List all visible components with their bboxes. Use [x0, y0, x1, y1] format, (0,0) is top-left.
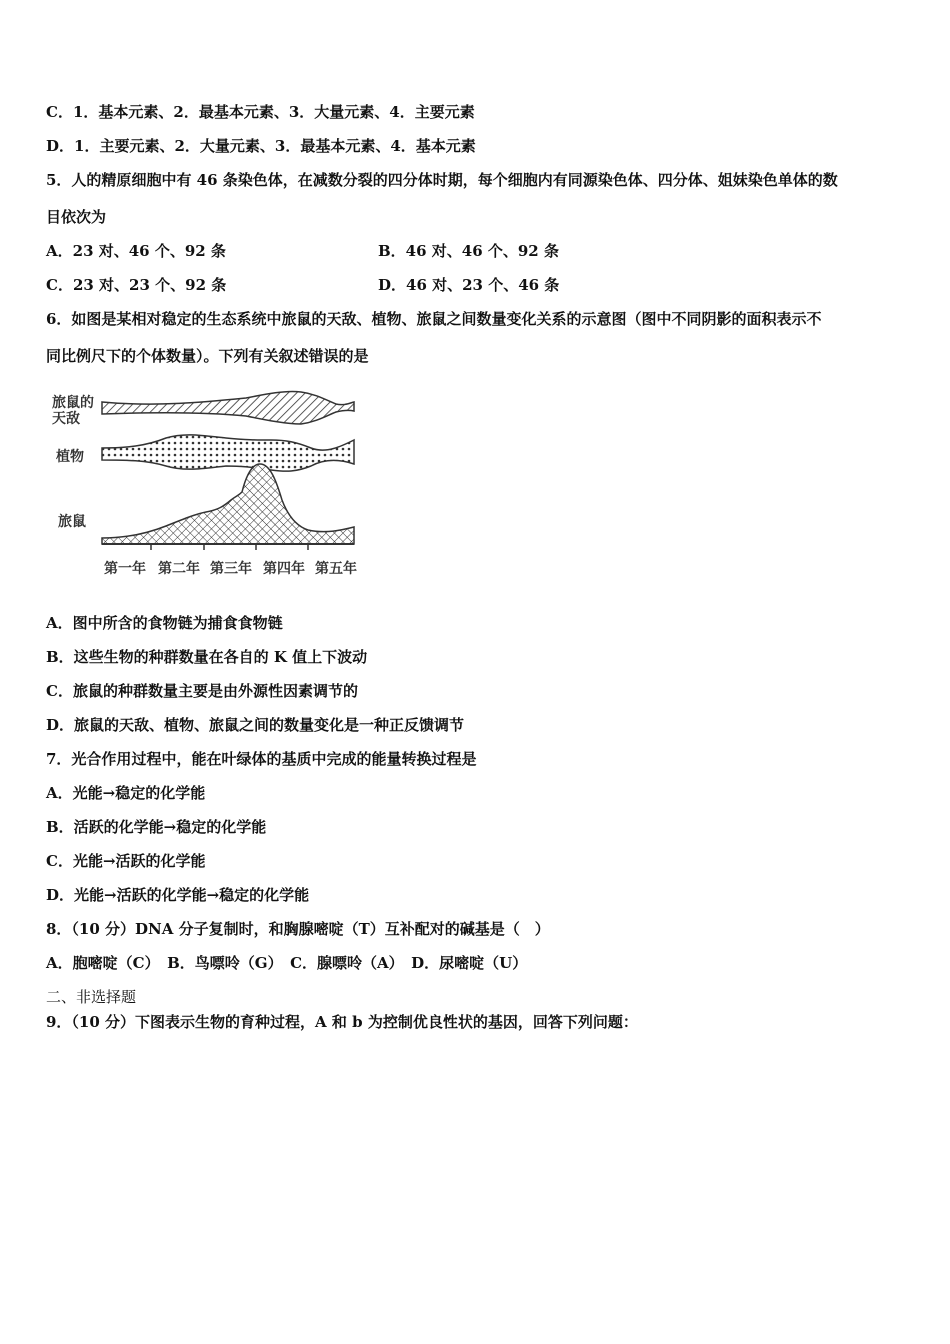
q6-option-c: C．旅鼠的种群数量主要是由外源性因素调节的 — [46, 682, 358, 700]
q4-option-d: D．1．主要元素、2．大量元素、3．最基本元素、4．基本元素 — [46, 137, 476, 155]
q6-option-d: D．旅鼠的天敌、植物、旅鼠之间的数量变化是一种正反馈调节 — [46, 716, 465, 734]
population-dynamics-figure — [46, 380, 368, 580]
q7-option-b: B．活跃的化学能→稳定的化学能 — [46, 818, 267, 836]
q5-option-c: C．23 对、23 个、92 条 — [46, 276, 227, 294]
q5-option-a: A．23 对、46 个、92 条 — [46, 242, 226, 260]
q9-stem: 9．（10 分）下图表示生物的育种过程，A 和 b 为控制优良性状的基因，回答下列问题： — [46, 1013, 638, 1031]
q5-option-b: B．46 对、46 个、92 条 — [378, 242, 559, 260]
section-title: 二、非选择题 — [46, 988, 137, 1006]
label-plant: 植物 — [56, 449, 84, 465]
x-label-year2: 第二年 — [158, 561, 200, 577]
q6-option-a: A．图中所含的食物链为捕食食物链 — [46, 614, 283, 632]
x-label-year5: 第五年 — [315, 561, 357, 577]
lemming-area — [102, 464, 354, 544]
q7-option-a: A．光能→稳定的化学能 — [46, 784, 206, 802]
q4-option-c: C．1．基本元素、2．最基本元素、3．大量元素、4．主要元素 — [46, 103, 475, 121]
plant-band — [102, 435, 354, 471]
x-label-year4: 第四年 — [263, 561, 305, 577]
x-label-year1: 第一年 — [104, 561, 146, 577]
q5-stem-line1: 5．人的精原细胞中有 46 条染色体，在减数分裂的四分体时期，每个细胞内有同源染色体、四分体、姐妹染色单体的数 — [46, 171, 838, 189]
q6-stem-line2: 同比例尺下的个体数量）。下列有关叙述错误的是 — [46, 347, 369, 365]
q7-stem: 7．光合作用过程中，能在叶绿体的基质中完成的能量转换过程是 — [46, 750, 477, 768]
x-label-year3: 第三年 — [210, 561, 252, 577]
q8-stem: 8．（10 分）DNA 分子复制时，和胸腺嘧啶（T）互补配对的碱基是（ ） — [46, 920, 550, 938]
q8-options: A．胞嘧啶（C） B．鸟嘌呤（G） C．腺嘌呤（A） D．尿嘧啶（U） — [46, 954, 528, 972]
q5-stem-line2: 目依次为 — [46, 208, 107, 226]
q7-option-d: D．光能→活跃的化学能→稳定的化学能 — [46, 886, 310, 904]
label-lemming: 旅鼠 — [58, 514, 86, 530]
q5-option-d: D．46 对、23 个、46 条 — [378, 276, 560, 294]
q6-stem-line1: 6．如图是某相对稳定的生态系统中旅鼠的天敌、植物、旅鼠之间数量变化关系的示意图（图中不同阴影的面积表示不 — [46, 310, 822, 328]
predator-band — [102, 391, 354, 424]
label-predator-1: 旅鼠的 — [52, 395, 94, 411]
q7-option-c: C．光能→活跃的化学能 — [46, 852, 206, 870]
label-predator-2: 天敌 — [52, 411, 80, 427]
q6-option-b: B．这些生物的种群数量在各自的 K 值上下波动 — [46, 648, 368, 666]
